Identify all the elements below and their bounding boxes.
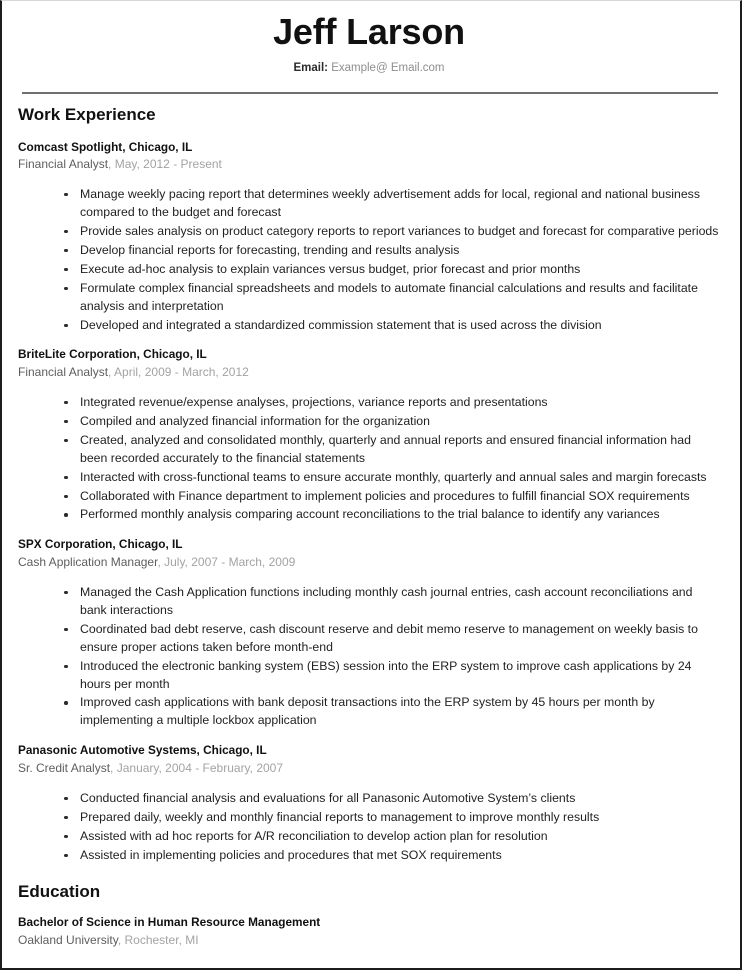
list-item: Provide sales analysis on product category reports to report variances to budget and forecast for comparative periods (18, 223, 720, 241)
list-item: Execute ad-hoc analysis to explain variances versus budget, prior forecast and prior months (18, 261, 720, 279)
job-role: Financial Analyst (18, 157, 109, 172)
list-item: Interacted with cross-functional teams to ensure accurate monthly, quarterly and annual sales and margin forecasts (18, 469, 720, 487)
list-item: Develop financial reports for forecasting, trending and results analysis (18, 242, 720, 260)
job-entry (18, 743, 720, 864)
list-item: Assisted with ad hoc reports for A/R reconciliation to develop action plan for resolution (18, 828, 720, 846)
list-item: Compiled and analyzed financial information for the organization (18, 413, 720, 431)
job-bullet-list (18, 584, 720, 731)
section-heading-education: Education (18, 881, 101, 901)
job-organization: BriteLite Corporation, Chicago, IL (18, 347, 207, 362)
list-item: Integrated revenue/expense analyses, projections, variance reports and presentations (18, 394, 720, 412)
job-bullet-list (18, 394, 720, 525)
email-value: Example@ Email.com (331, 62, 445, 75)
job-dates: , July, 2007 - March, 2009 (157, 555, 296, 570)
job-entry (18, 347, 720, 524)
email-label: Email: (293, 62, 328, 75)
header-divider (22, 92, 718, 94)
job-bullet-list (18, 186, 720, 335)
list-item: Introduced the electronic banking system (EBS) session into the ERP system to improve cash applications by 24 hours per month (18, 658, 720, 694)
job-bullet-list (18, 790, 720, 865)
list-item: Coordinated bad debt reserve, cash discount reserve and debit memo reserve to management on weekly basis to ensure proper actions taken before month-end (18, 621, 720, 657)
job-organization: Comcast Spotlight, Chicago, IL (18, 139, 193, 154)
education-school: Oakland University (18, 932, 118, 947)
job-organization: SPX Corporation, Chicago, IL (18, 537, 183, 552)
education-school-line (18, 932, 720, 949)
job-role-line (18, 554, 720, 571)
list-item: Created, analyzed and consolidated monthly, quarterly and annual reports and ensured financial information had been recorded accurately to the financial statements (18, 432, 720, 468)
resume-content (2, 11, 740, 949)
list-item: Performed monthly analysis comparing account reconciliations to the trial balance to identify any variances (18, 506, 720, 524)
job-entry (18, 140, 720, 335)
list-item: Prepared daily, weekly and monthly financial reports to management to improve monthly results (18, 809, 720, 827)
page-title: Jeff Larson (273, 11, 465, 52)
job-role-line (18, 760, 720, 777)
list-item: Developed and integrated a standardized commission statement that is used across the division (18, 317, 720, 335)
list-item: Assisted in implementing policies and procedures that met SOX requirements (18, 847, 720, 865)
section-heading-work-experience: Work Experience (18, 105, 156, 125)
job-dates: , April, 2009 - March, 2012 (108, 365, 249, 380)
list-item: Managed the Cash Application functions including monthly cash journal entries, cash account reconciliations and bank interactions (18, 584, 720, 620)
job-entry (18, 537, 720, 730)
job-role-line (18, 156, 720, 173)
job-role: Sr. Credit Analyst (18, 761, 111, 776)
list-item: Manage weekly pacing report that determines weekly advertisement adds for local, regional and national business compared to the budget and forecast (18, 186, 720, 222)
job-role-line (18, 364, 720, 381)
education-location: , Rochester, MI (117, 932, 199, 947)
job-role: Cash Application Manager (18, 555, 158, 570)
job-role: Financial Analyst (18, 365, 109, 380)
list-item: Improved cash applications with bank deposit transactions into the ERP system by 45 hours per month by implementing a multiple lockbox application (18, 694, 720, 730)
list-item: Formulate complex financial spreadsheets and models to automate financial calculations and results and facilitate analysis and interpretation (18, 280, 720, 316)
list-item: Conducted financial analysis and evaluations for all Panasonic Automotive System’s clients (18, 790, 720, 808)
list-item: Collaborated with Finance department to implement policies and procedures to fulfill financial SOX requirements (18, 488, 720, 506)
education-degree: Bachelor of Science in Human Resource Management (18, 914, 321, 929)
education-entry (18, 915, 720, 949)
job-dates: , January, 2004 - February, 2007 (110, 761, 284, 776)
contact-line (18, 62, 720, 76)
job-dates: , May, 2012 - Present (108, 157, 222, 172)
job-organization: Panasonic Automotive Systems, Chicago, IL (18, 743, 267, 758)
